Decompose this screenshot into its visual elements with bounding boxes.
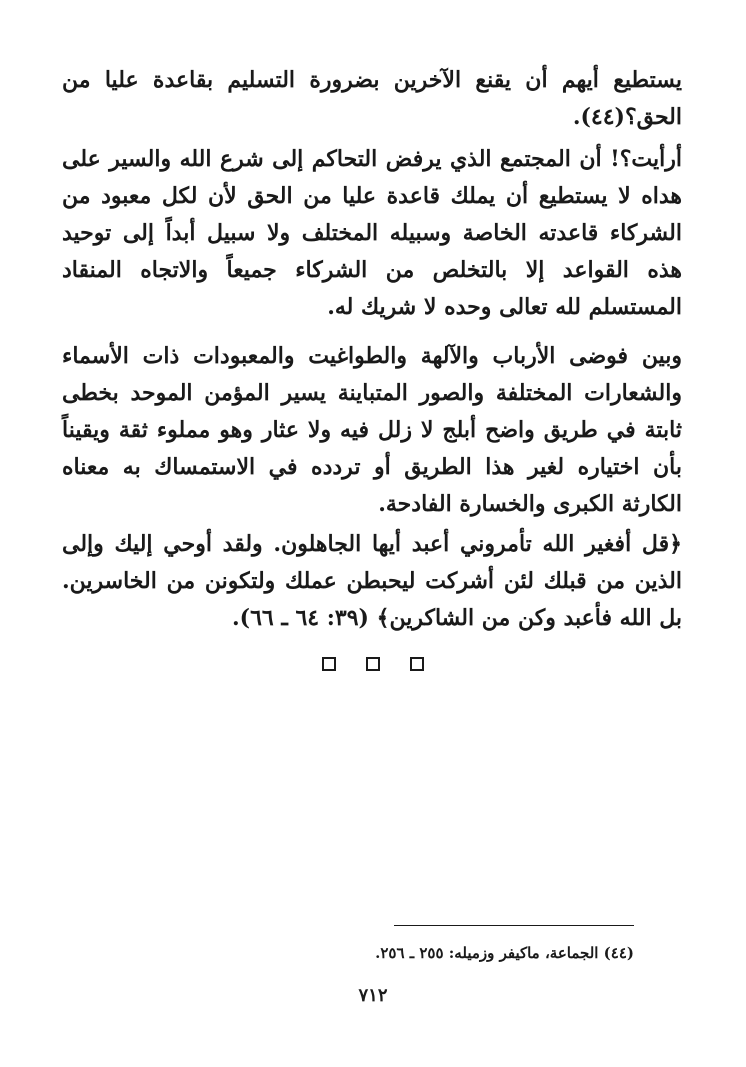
square-ornament-icon	[410, 657, 424, 671]
section-divider-ornament	[0, 657, 746, 671]
paragraph-3: وبين فوضى الأرباب والآلهة والطواغيت والمعبودات ذات الأسماء والشعارات المختلفة والصور المتباينة يسير المؤمن الموحد بخطى ثابتة في طريق واضح أبلج لا زلل فيه ولا عثار وهو مملوء ثقة ويقيناً بأن اختياره لغير هذا الطريق أو تردده في الاستمساك به معناه الكارثة الكبرى والخسارة الفادحة.	[62, 343, 682, 517]
footnote-separator	[394, 925, 634, 926]
quran-verse-paragraph: ﴿قل أفغير الله تأمروني أعبد أيها الجاهلون. ولقد أوحي إليك وإلى الذين من قبلك لئن أشركت ليحبطن عملك ولتكونن من الخاسرين. بل الله فأعبد وكن من الشاكرين﴾ (٣٩: ٦٤ ـ ٦٦).	[62, 531, 682, 631]
square-ornament-icon	[366, 657, 380, 671]
page-number: ٧١٢	[358, 985, 388, 1006]
square-ornament-icon	[322, 657, 336, 671]
paragraph-2: أرأيت؟! أن المجتمع الذي يرفض التحاكم إلى شرع الله والسير على هداه لا يستطيع أن يملك قاعدة عليا من الحق لأن لكل معبود من الشركاء قاعدته الخاصة وسبيله المختلف ولا سبيل أبداً إلى توحيد هذه القواعد إلا بالتخلص من الشركاء جميعاً والاتجاه المنقاد المستسلم لله تعالى وحده لا شريك له.	[62, 146, 682, 320]
footnote-44: (٤٤) الجماعة، ماكيفر وزميله: ٢٥٥ ـ ٢٥٦.	[375, 944, 634, 962]
paragraph-1: يستطيع أيهم أن يقنع الآخرين بضرورة التسليم بقاعدة عليا من الحق؟(٤٤).	[62, 67, 682, 130]
